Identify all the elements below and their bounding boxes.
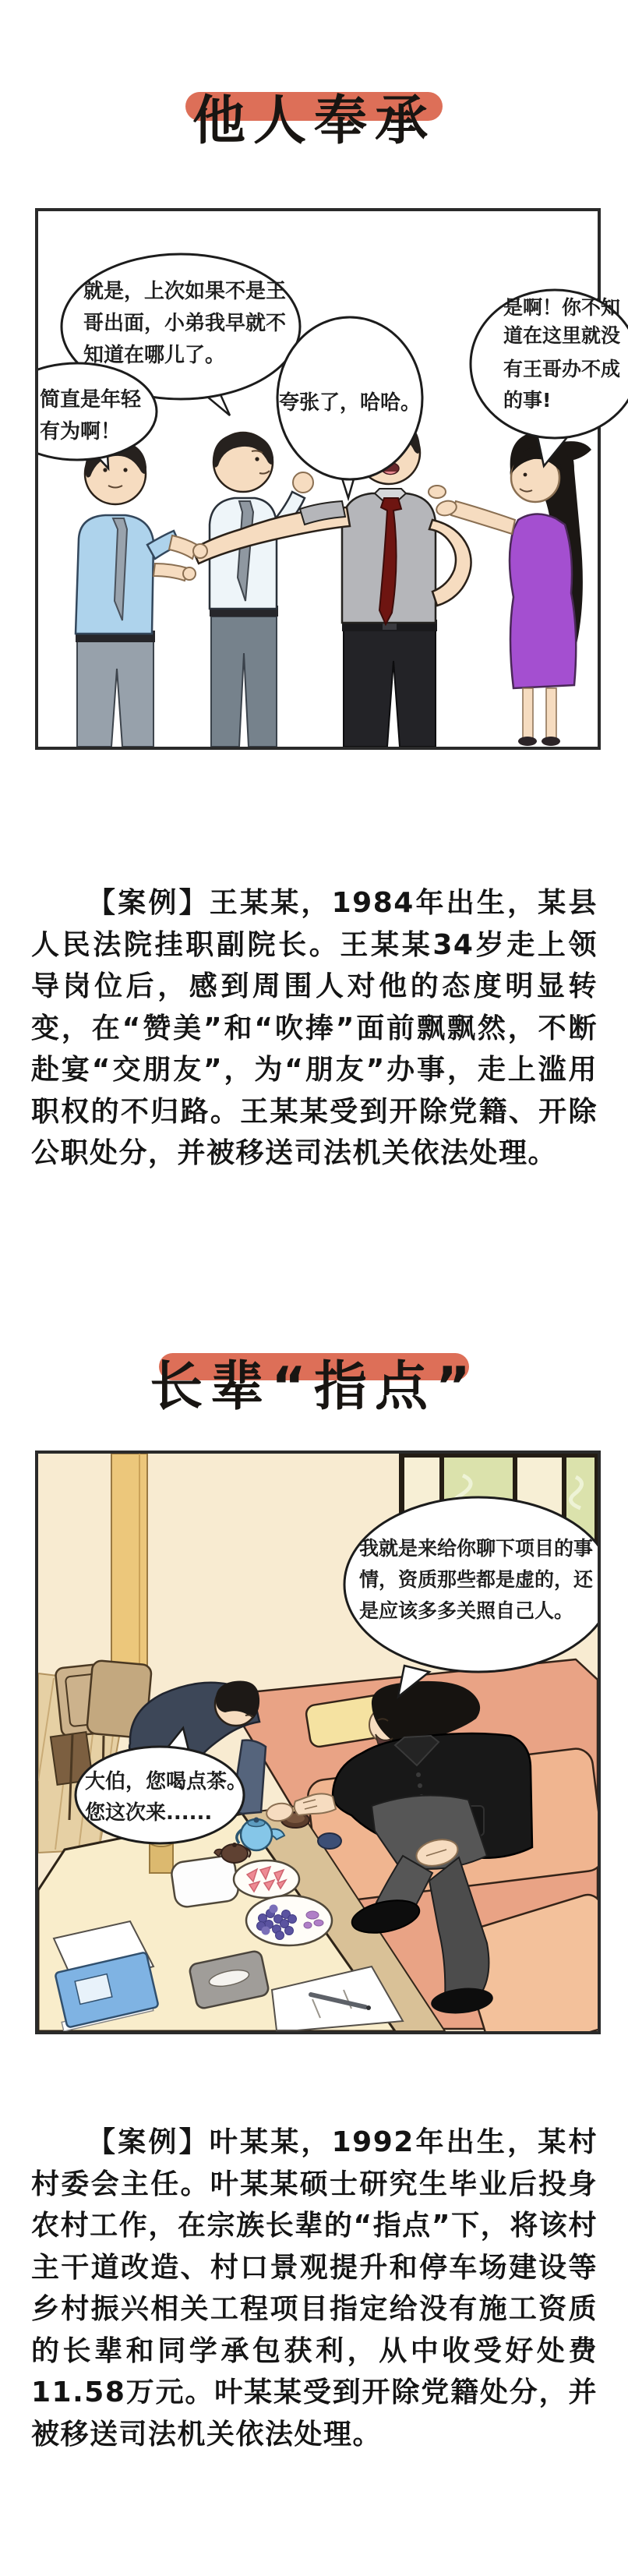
raised-fist <box>293 472 313 493</box>
comic-panel-elder-guidance <box>35 1451 601 2034</box>
speech-bubble-brother-wang <box>467 288 628 479</box>
bubble5-line3: 是应该多多关照自己人。 <box>359 1599 574 1622</box>
bubble1-line3: 知道在哪儿了。 <box>83 344 226 367</box>
bubble6-line1: 大伯，您喝点茶。 <box>85 1770 248 1793</box>
bubble2-line2: 有为啊！ <box>40 420 122 443</box>
case-paragraph-ye: 【案例】叶某某，1992年出生，某村村委会主任。叶某某硕士研究生毕业后投身农村工作，在宗族长辈的“指点”下，将该村主干道改造、村口景观提升和停车场建设等乡村振兴相关工程项目指定给没有施工资质的长辈和同学承包获利，从中收受好处费11.58万元。叶某某受到开除党籍处分，并被移送司法机关依法处理。 <box>31 2126 598 2451</box>
navy-cup <box>318 1833 341 1849</box>
bubble6-line2: 您这次来...... <box>85 1801 213 1825</box>
case-paragraph-wang: 【案例】王某某，1984年出生，某县人民法院挂职副院长。王某某34岁走上领导岗位后，感到周围人对他的态度明显转变，在“赞美”和“吹捧”面前飘飘然，不断赴宴“交朋友”，为“朋友”办事，走上滥用职权的不归路。王某某受到开除党籍、开除公职处分，并被移送司法机关依法处理。 <box>31 887 598 1169</box>
bubble3-line1: 夸张了，哈哈。 <box>278 391 422 415</box>
comic-panel-2-illustration <box>38 1454 598 2031</box>
bubble4-line1: 是啊！你不知 <box>503 296 621 319</box>
bubble2-line1: 简直是年轻 <box>40 388 142 412</box>
bubble5-line1: 我就是来给你聊下项目的事 <box>359 1537 594 1560</box>
bubble1-line2: 哥出面，小弟我早就不 <box>83 312 287 335</box>
bubble4-line4: 的事! <box>503 389 552 412</box>
section2-title: 长辈“指点” <box>150 1355 478 1418</box>
grape-plate <box>246 1896 332 1945</box>
bubble4-line2: 道在这里就没 <box>503 324 621 347</box>
watermelon-plate <box>234 1860 299 1898</box>
bubble4-line3: 有王哥办不成 <box>503 358 621 380</box>
bubble1-line1: 就是，上次如果不是王 <box>83 280 287 303</box>
bubble5-line2: 情，资质那些都是虚的，还 <box>359 1568 594 1591</box>
section1-title: 他人奉承 <box>192 90 436 152</box>
